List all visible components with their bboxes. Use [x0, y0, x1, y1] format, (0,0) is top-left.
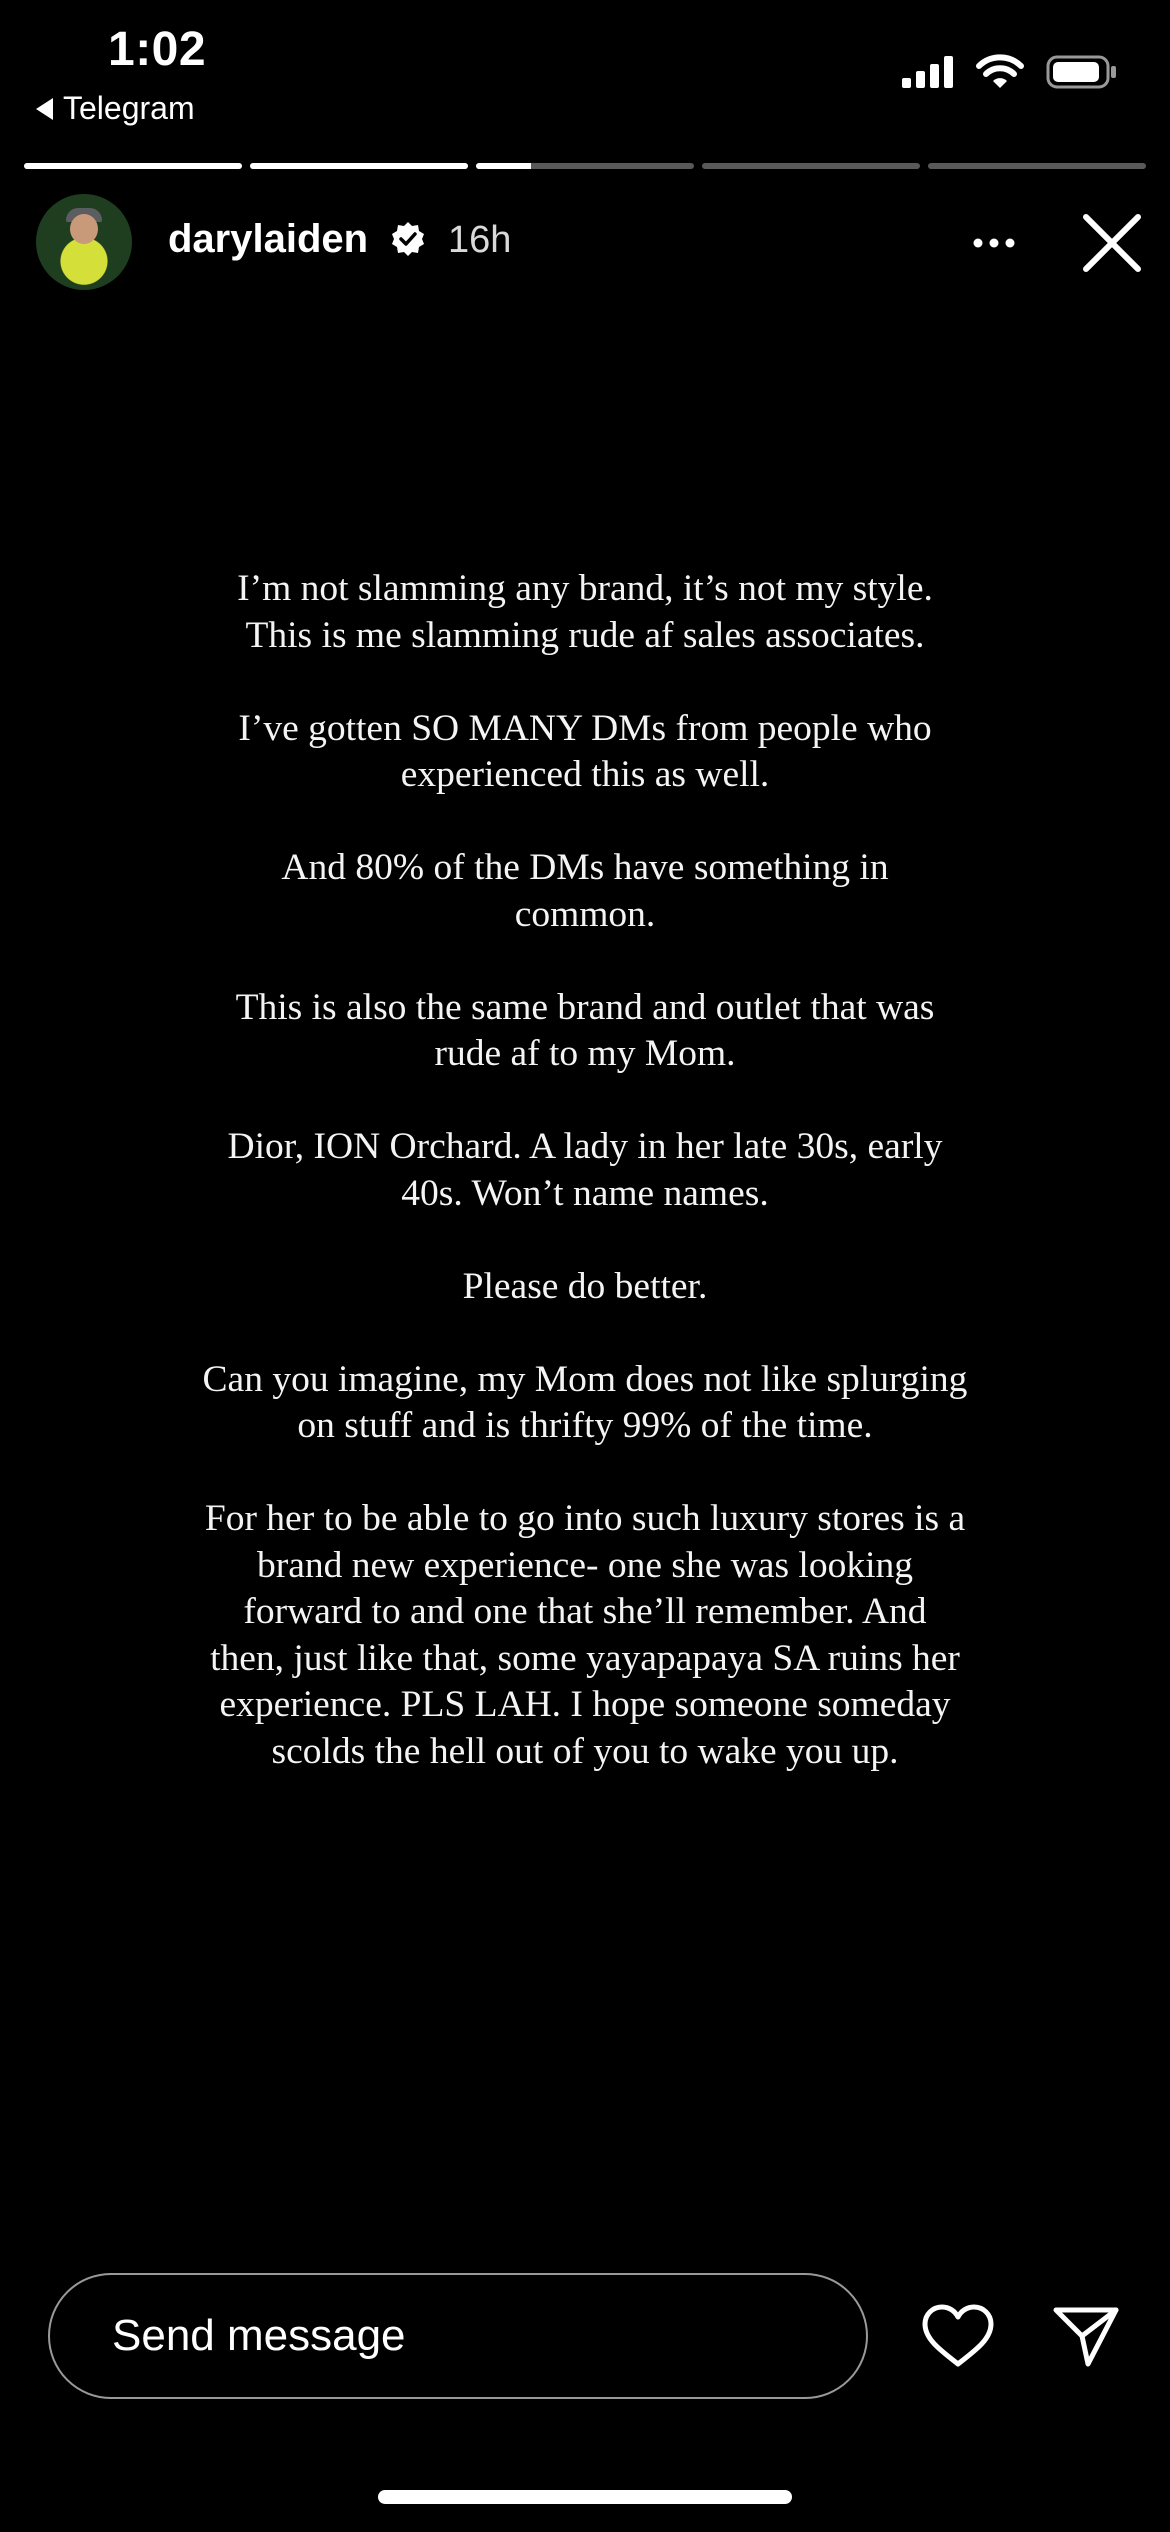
story-paragraph: Please do better.: [462, 1265, 708, 1307]
story-paragraph: This is also the same brand and outlet that was rude af to my Mom.: [235, 986, 935, 1074]
wifi-icon: [976, 54, 1024, 90]
send-message-placeholder: Send message: [112, 2311, 406, 2360]
progress-segment: [250, 163, 468, 169]
progress-segment: [928, 163, 1146, 169]
reply-bar: [0, 2270, 1170, 2410]
story-paragraph: For her to be able to go into such luxury stores is a brand new experience- one she was looking forward to and one that she’ll remember. And then, just like that, some yayapapaya SA ruins her experience. PLS LAH. I hope someone someday scolds the hell out of you to wake you up.: [204, 1498, 966, 1772]
like-heart-icon[interactable]: [920, 2302, 996, 2370]
story-header: [36, 193, 1146, 293]
progress-segment: [702, 163, 920, 169]
avatar[interactable]: [36, 194, 132, 290]
story-progress-bar: [24, 163, 1146, 169]
story-timestamp: 16h: [448, 219, 512, 261]
back-app-label: Telegram: [63, 90, 195, 126]
back-triangle-icon: [36, 98, 53, 120]
verified-badge-icon: [390, 221, 426, 257]
close-icon[interactable]: [1080, 211, 1144, 275]
story-paragraph: And 80% of the DMs have something in common.: [281, 847, 889, 935]
battery-icon: [1046, 54, 1118, 90]
username[interactable]: darylaiden: [168, 217, 369, 261]
story-paragraph: I’m not slamming any brand, it’s not my style. This is me slamming rude af sales associates.: [237, 568, 933, 656]
status-time: 1:02: [108, 23, 207, 76]
share-send-icon[interactable]: [1050, 2300, 1122, 2372]
status-icons: [902, 54, 1118, 90]
story-paragraph: Dior, ION Orchard. A lady in her late 30s, early 40s. Won’t name names.: [227, 1126, 943, 1214]
progress-segment: [476, 163, 694, 169]
more-options-icon[interactable]: [964, 223, 1024, 263]
back-to-app-button[interactable]: [36, 90, 195, 127]
home-indicator: [378, 2490, 792, 2504]
story-paragraph: I’ve gotten SO MANY DMs from people who experienced this as well.: [238, 707, 932, 795]
send-message-input[interactable]: [48, 2273, 868, 2399]
story-text: [110, 566, 1060, 1822]
status-bar: [0, 0, 1170, 140]
progress-segment: [24, 163, 242, 169]
cellular-signal-icon: [902, 56, 954, 88]
story-paragraph: Can you imagine, my Mom does not like splurging on stuff and is thrifty 99% of the time.: [202, 1358, 968, 1446]
